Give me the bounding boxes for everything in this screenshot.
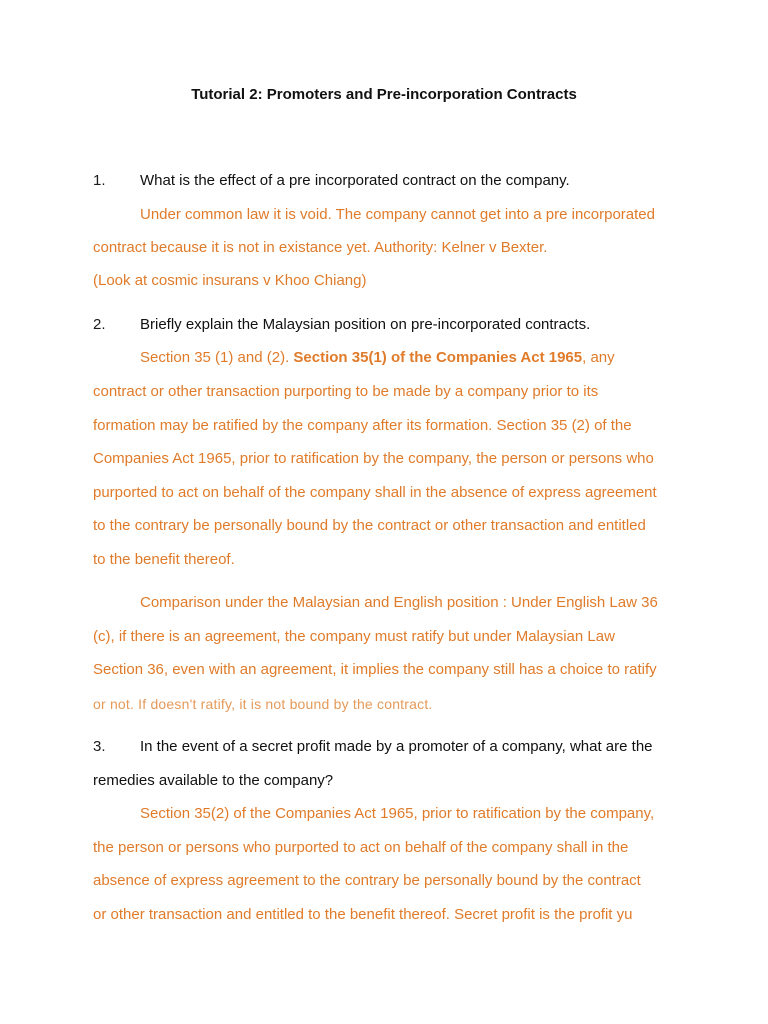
q1-question: What is the effect of a pre incorporated contract on the company. [140, 172, 570, 189]
q2-answer-line: to the contrary be personally bound by the contract or other transaction and entitled [93, 517, 646, 534]
q3-answer-line: Section 35(2) of the Companies Act 1965, prior to ratification by the company, [140, 805, 655, 822]
q1-answer-line: (Look at cosmic insurans v Khoo Chiang) [93, 272, 367, 289]
q1-number: 1. [93, 172, 106, 189]
q2-answer-line: purported to act on behalf of the company shall in the absence of express agreement [93, 484, 657, 501]
q2-number: 2. [93, 316, 106, 333]
q2-answer-post: , any [582, 349, 615, 366]
q2-answer-line: Companies Act 1965, prior to ratification by the company, the person or persons who [93, 450, 654, 467]
q2-answer-bold: Section 35(1) of the Companies Act 1965 [293, 349, 583, 366]
q1-answer-line: contract because it is not in existance yet. Authority: Kelner v Bexter. [93, 239, 548, 256]
q2-comparison-line: (c), if there is an agreement, the company must ratify but under Malaysian Law [93, 628, 615, 645]
q1-answer-line: Under common law it is void. The company cannot get into a pre incorporated [140, 206, 655, 223]
q2-comparison-line: Comparison under the Malaysian and English position : Under English Law 36 [140, 594, 658, 611]
q2-answer-line: to the benefit thereof. [93, 551, 235, 568]
q2-answer-pre: Section 35 (1) and (2). [140, 349, 294, 366]
q2-answer-line: contract or other transaction purporting to be made by a company prior to its [93, 383, 599, 400]
q2-comparison-line: or not. If doesn't ratify, it is not bound by the contract. [93, 696, 433, 712]
q3-question-line: In the event of a secret profit made by a promoter of a company, what are the [140, 738, 653, 755]
q3-answer-line: absence of express agreement to the contrary be personally bound by the contract [93, 872, 641, 889]
q2-answer-line: formation may be ratified by the company after its formation. Section 35 (2) of the [93, 417, 632, 434]
q3-question-line: remedies available to the company? [93, 772, 334, 789]
document-title: Tutorial 2: Promoters and Pre-incorporation Contracts [191, 86, 577, 103]
q2-question: Briefly explain the Malaysian position on pre-incorporated contracts. [140, 316, 591, 333]
q3-number: 3. [93, 738, 106, 755]
q2-comparison-line: Section 36, even with an agreement, it implies the company still has a choice to ratify [93, 661, 657, 678]
q2-answer-first-line [140, 348, 615, 368]
q3-answer-line: the person or persons who purported to act on behalf of the company shall in the [93, 839, 629, 856]
q3-answer-line: or other transaction and entitled to the benefit thereof. Secret profit is the profit yu [93, 906, 633, 923]
